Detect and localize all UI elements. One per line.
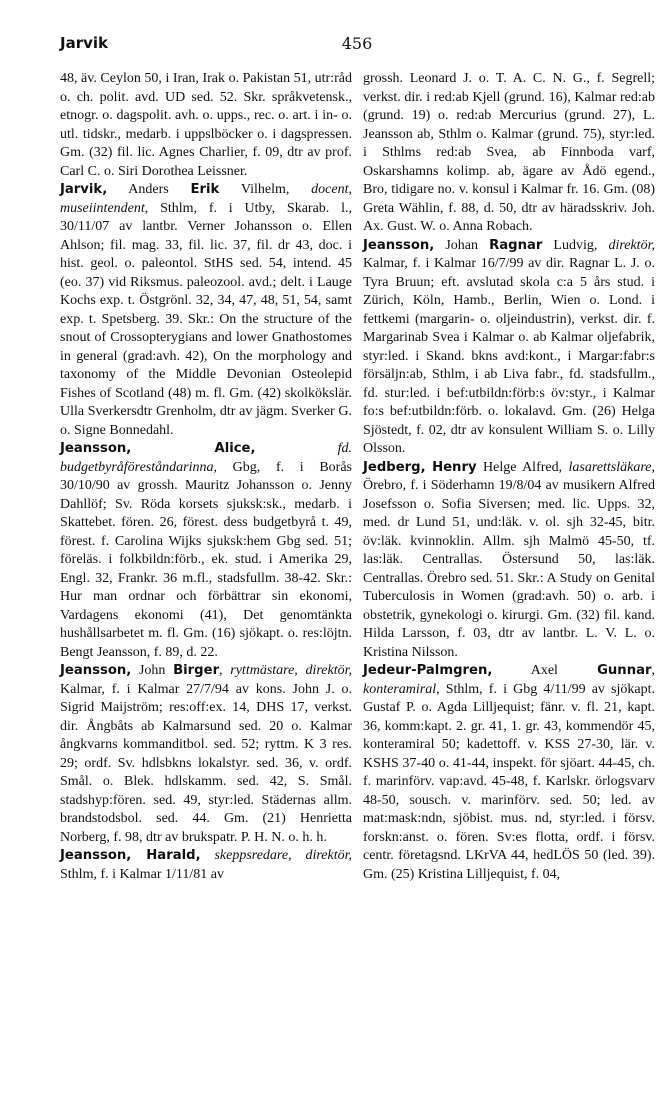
entry-given-name: Anders — [107, 182, 191, 197]
entry-given-after: Vilhelm, — [219, 182, 312, 197]
entry-text: Sthlm, f. i Gbg 4/11/99 av sjökapt. Gustaf P. o. Agda Lilljequist; fänr. v. fl. 21, kapt. 36, komm:kapt. 2. gr. 41, 1. gr. 43, kommendör 45, konteramiral 50; kadettoff. v. KSS 27-30, lär. v. KSHS 37-40 o. 41-44, inspekt. för sjöart. 44-45, ch. f. marinförv. vap:avd. 45-48, f. Karlskr. örlogsvarv 48-50, sousch. v. marinförv. sed. 50; led. av mat:mask:ndn, sjöbist. mus. nd, styr:led. i försv. forskn:anst. o. fören. Sv:es flotta, ordf. i försv. centr. företagsnd. LKrVA 44, hedLÖS 50 (led. 39). Gm. (25) Kristina Lilljequist, f. 04, — [363, 681, 655, 882]
entry-headword: Jeansson, Alice, — [60, 441, 256, 456]
entry-text: Kalmar, f. i Kalmar 27/7/94 av kons. John J. o. Sigrid Maijström; res:off:ex. 14, DHS 17, verkst. dir. Ångbåts ab Kalmarsund sed. 20 o. Kalmar ångkvarns kommanditbol. sed. 52; ryttm. K 3 res. 29; ordf. Sv. hdlsbkns lokalstyr. sed. 36, v. ordf. Smål. o. Blek. hdlskamm. sed. 42, S. Smål. stadshyp:fören. sed. 49, styr:led. Städernas allm. brandstodsbol. sed. 44. Gm. (21) Henrietta Norberg, f. 98, dtr av brukspatr. P. H. N. o. h. h. — [60, 681, 352, 845]
entry-headword: Jarvik, — [60, 182, 108, 197]
entry-continuation — [363, 70, 655, 237]
entry-jedberg — [363, 459, 655, 663]
entry-headword: Jeansson, — [60, 663, 132, 678]
entry-given-after — [256, 441, 338, 456]
entry-callname: Erik — [190, 182, 220, 197]
entry-given-after: , — [651, 663, 655, 678]
entry-headword: Jeansson, — [363, 237, 435, 253]
entry-callname: Ragnar — [489, 237, 543, 253]
entry-given-after: Ludvig, — [542, 237, 609, 253]
page-number: 456 — [341, 34, 373, 53]
entry-given-name: John — [131, 663, 174, 678]
entry-jeansson-ragnar — [363, 237, 655, 459]
entry-callname: Birger — [173, 663, 220, 678]
entry-headword: Jedberg, — [363, 459, 426, 475]
entry-text: Sthlm, f. i Kalmar 1/11/81 av — [60, 866, 224, 882]
entry-title: fd. budgetbyråföreståndarinna, — [60, 441, 353, 475]
entry-jedeur-palmgren — [363, 662, 655, 884]
entry-text: Gbg, f. i Borås 30/10/90 av grossh. Mauritz Johansson o. Jenny Dahllöf; Sv. Röda korsets sjuksk:sk., medarb. i Skattebet. fören. 26, förest. dess budgetbyrå t. 49, förest. f. Carolina Wijks sjuksk:hem Gbg sed. 51; föreläs. i folkbildn:förb., ek. stud. i Amerika 29, Engl. 32, Frankr. 36 m.fl., stadsfullm. 38-42. Skr.: Hur man ordnar och förbättrar sin ekonomi, Vardagens ekonomi (41), Det genomtänkta hushållsarbetet m. fl. Gm. (16) sjökapt. o. res:löjtn. Bengt Jeansson, f. 89, d. 22. — [60, 459, 352, 660]
entry-callname: Gunnar — [597, 663, 652, 678]
running-head: Jarvik — [60, 34, 108, 52]
entry-given-after: , — [219, 663, 231, 678]
entry-headword: Jedeur-Palmgren, — [363, 663, 493, 678]
entry-jarvik — [60, 181, 352, 440]
entry-given-after — [201, 848, 215, 863]
entry-title: konteramiral, — [363, 681, 440, 697]
entry-title: skeppsredare, direktör, — [214, 848, 352, 863]
entry-text: 48, äv. Ceylon 50, i Iran, Irak o. Pakistan 51, utr:råd o. ch. polit. avd. UD sed. 52. Skr. språkvetensk., etnogr. o. dagspolit. avh. o. upps., rec. o. art. i in- o. utl. tidskr., medarb. i uppslböcker o. i dagspressen. Gm. (32) fil. lic. Agnes Charlier, f. 09, dtr av prof. Carl C. o. Siri Dorothea Leissner. — [60, 71, 352, 179]
entry-text: grossh. Leonard J. o. T. A. C. N. G., f. Segrell; verkst. dir. i red:ab Kjell (grund. 16), Kalmar red:ab (grund. 19) o. red:ab Mercurius (grund. 27), L. Jeansson ab, Sthlm o. Kalmar (grund. 75), styr:led. i Sthlms red:ab Svea, ab Finnboda varf, Oskarshamns kolimp. ab, ägare av Ådö egend., Bro, tidigare no. v. konsul i Kalmar fr. 16. Gm. (08) Greta Wählin, f. 88, d. 50, dtr av häradsskriv. Joh. Ax. Gust. W. o. Anna Robach. — [363, 71, 655, 234]
right-column — [363, 70, 655, 884]
entry-given-after: Helge Alfred, — [476, 459, 569, 475]
entry-given-name: Johan — [434, 237, 490, 253]
entry-jeansson-birger — [60, 662, 352, 847]
entry-text: Örebro, f. i Söderhamn 19/8/04 av musikern Alfred Josefsson o. Sofia Siversen; med. lic. Upps. 32, med. dr Lund 51, und:läk. v. ol. sjh 32-45, bitr. öv:läk. kvinnoklin. Allm. sjh Malmö 45-50, tf. las:läk. Centrallas. Östersund 50, las:läk. Centrallas. Örebro sed. 51. Skr.: A Study on Genital Tuberculosis in Women (grad:avh. 50) o. arb. i obstetrik, gynekologi o. kirurgi. Gm. (32) fil. kand. Hilda Larsson, f. 03, dtr av lantbr. L. V. L. o. Kristina Nilsson. — [363, 478, 655, 660]
entry-title: direktör, — [608, 237, 655, 253]
entry-title: docent, museiintendent, — [60, 182, 352, 216]
left-column — [60, 70, 352, 884]
page-header — [60, 34, 654, 58]
entry-text: Kalmar, f. i Kalmar 16/7/99 av dir. Ragnar L. J. o. Tyra Bruun; eft. avslutad skola c:a 5 års stud. i Zürich, Köln, Hamb., Berlin, Wien o. Lond. i fettkemi (margarin- o. oljeindustrin), verkst. dir. f. Margarinab Svea i Kalmar o. ab Kalmar oljefabrik, styr:led. i Skand. bkns avd:kont., i Margar:fabr:s försäljn:ab, Sthlm, i ab Liva fabr., fd. stadsfullm., fd. stur:led. i bef:utbildn:förb:s öv:styr., i Kalmar fo:s bef:utbildn:förb. o. lokalavd. Gm. (26) Helga Sjöstedt, f. 02, dtr av konsulent William S. o. Lilly Olsson. — [363, 256, 655, 456]
entry-callname: Henry — [432, 459, 477, 475]
entry-text: Sthlm, f. i Utby, Skarab. l., 30/11/07 av lantbr. Verner Johansson o. Ellen Ahlson; fil. mag. 33, fil. lic. 37, fil. dr 43, doc. i hist. geol. o. paleontol. StHS sed. 54, intend. 45 (eo. 37) vid Riksmus. paleozool. avd.; delt. i Lauge Kochs exp. t. Östgrönl. 32, 34, 47, 48, 51, 54, samt exp. t. Spetsberg. 39. Skr.: On the structure of the snout of Crossopterygians and lower Gnathostomes in general (grad:avh. 42), On the morphology and taxonomy of the Middle Devonian Osteolepid Fishes of Scotland (48) m. fl. Gm. (42) skolkökslär. Ulla Sverkersdtr Grenholm, dtr av jägm. Sverker G. o. Signe Bonnedahl. — [60, 200, 352, 438]
entry-continuation — [60, 70, 352, 181]
entry-title: ryttmästare, direktör, — [230, 663, 353, 678]
entry-jeansson-harald — [60, 847, 352, 884]
entry-given-name: Axel — [492, 663, 598, 678]
entry-headword: Jeansson, Harald, — [60, 848, 201, 863]
entry-title: lasarettsläkare, — [568, 459, 656, 475]
entry-jeansson-alice — [60, 440, 352, 662]
